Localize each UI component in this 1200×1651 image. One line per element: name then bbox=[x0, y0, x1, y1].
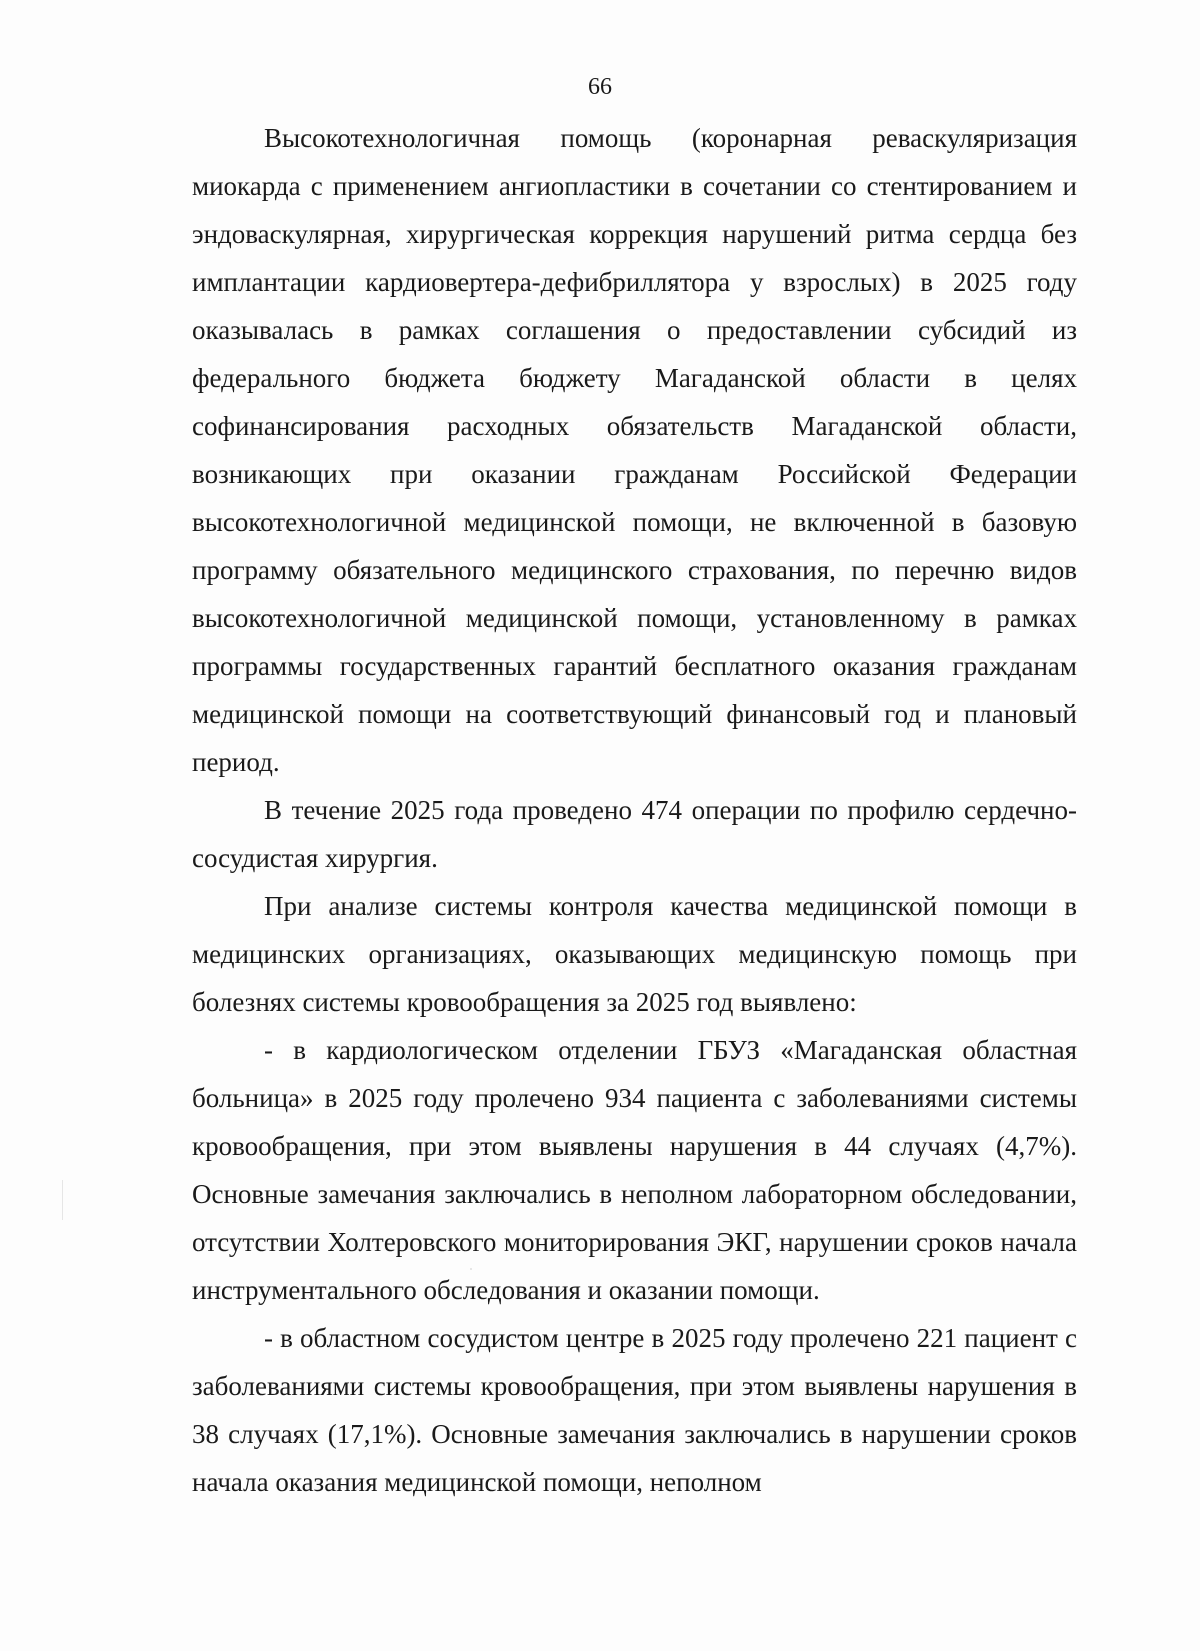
document-body bbox=[192, 114, 1077, 1506]
scan-margin-mark bbox=[62, 1180, 63, 1220]
paragraph-vascular-center: - в областном сосудистом центре в 2025 году пролечено 221 пациент с заболеваниями системы кровообращения, при этом выявлены нарушения в 38 случаях (17,1%). Основные замечания заключались в нарушении сроков начала оказания медицинской помощи, неполном bbox=[192, 1323, 1077, 1497]
paragraph-hightech-care: Высокотехнологичная помощь (коронарная реваскуляризация миокарда с применением ангиопластики в сочетании со стентированием и эндоваскулярная, хирургическая коррекция нарушений ритма сердца без имплантации кардиовертера-дефибриллятора у взрослых) в 2025 году оказывалась в рамках соглашения о предоставлении субсидий из федерального бюджета бюджету Магаданской области в целях софинансирования расходных обязательств Магаданской области, возникающих при оказании гражданам Российской Федерации высокотехнологичной медицинской помощи, не включенной в базовую программу обязательного медицинского страхования, по перечню видов высокотехнологичной медицинской помощи, установленному в рамках программы государственных гарантий бесплатного оказания гражданам медицинской помощи на соответствующий финансовый год и плановый период. bbox=[192, 123, 1077, 777]
page-number: 66 bbox=[588, 74, 612, 100]
paragraph-cardiology-department: - в кардиологическом отделении ГБУЗ «Магаданская областная больница» в 2025 году пролечено 934 пациента с заболеваниями системы кровообращения, при этом выявлены нарушения в 44 случаях (4,7%). Основные замечания заключались в неполном лабораторном обследовании, отсутствии Холтеровского мониторирования ЭКГ, нарушении сроков начала инструментального обследования и оказании помощи. bbox=[192, 1035, 1077, 1305]
paragraph-quality-control-analysis: При анализе системы контроля качества медицинской помощи в медицинских организациях, оказывающих медицинскую помощь при болезнях системы кровообращения за 2025 год выявлено: bbox=[192, 891, 1077, 1017]
paragraph-operations-count: В течение 2025 года проведено 474 операции по профилю сердечно-сосудистая хирургия. bbox=[192, 795, 1077, 873]
